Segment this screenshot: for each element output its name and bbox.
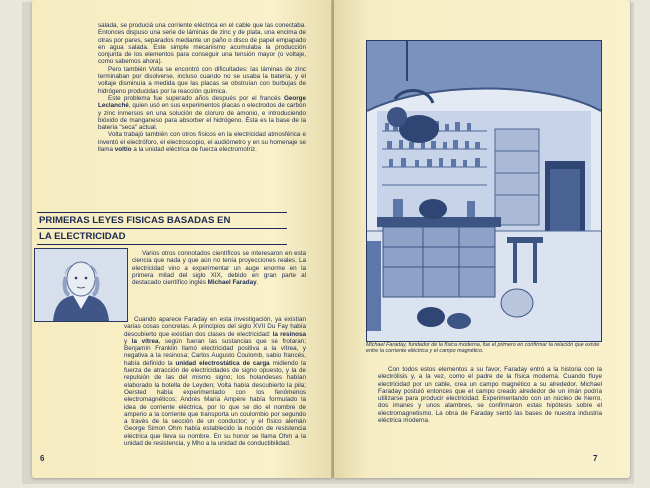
paragraph bbox=[98, 95, 306, 131]
section-heading bbox=[37, 212, 287, 245]
heading-line-2: LA ELECTRICIDAD bbox=[37, 229, 287, 245]
name-george-leclanche: George Leclanché bbox=[98, 94, 306, 110]
page-number-left: 6 bbox=[40, 454, 45, 463]
heading-line-1: PRIMERAS LEYES FISICAS BASADAS EN bbox=[37, 213, 287, 229]
paragraph: Pero también Volta se encontró con dificultades: las láminas de zinc terminaban por disolverse, incluso cuando no se usaba la batería, y el voltaje disminuía a medida que las placas se obstruían con burbujas de hidrógeno producidas por la reacción química. bbox=[98, 65, 306, 95]
text-run: y bbox=[124, 337, 132, 345]
faraday-portrait-image bbox=[34, 248, 128, 322]
text-run: , según fueran las sustancias que se frotaran; Benjamín Franklin llamó electricidad positiva a la vítrea, y negativa a la resinosa; Carlos Augusto Coulomb, sabio francés, había definido la bbox=[124, 337, 306, 367]
paragraph bbox=[98, 131, 306, 153]
paragraph: Con todos estos elementos a su favor, Faraday entró a la historia con la electrólisis y, a la vez, como el padre de la física moderna. Cuando fluye electricidad por un cable, crea un campo magnético a su alrededor. Michael Faraday postuló entonces que el campo creado alrededor de un imán podría utilizarse para producir electricidad. Experimentando con un núcleo de hierro, dos imanes y unos alambres, se confirmaron estas hipótesis sobre el electromagnetismo. La obra de Faraday sentó las bases de nuestra industria eléctrica moderna. bbox=[378, 366, 602, 425]
left-top-text bbox=[98, 22, 306, 153]
page-number-right: 7 bbox=[593, 454, 598, 463]
paragraph bbox=[132, 250, 306, 286]
text-run: Este problema fue superado años después por el francés bbox=[108, 94, 284, 102]
illustration-caption: Michael Faraday, fundador de la física moderna, fue el primero en confirmar la relación que existe entre la corriente eléctrica y el campo magnético. bbox=[366, 342, 600, 355]
right-body-text bbox=[378, 366, 602, 424]
text-run: . bbox=[256, 279, 259, 287]
term-vitrea: la vítrea bbox=[131, 337, 159, 345]
name-michael-faraday: Michael Faraday bbox=[207, 279, 257, 287]
faraday-laboratory-illustration bbox=[366, 40, 602, 342]
intro-text bbox=[132, 250, 306, 286]
term-resinosa: la resinosa bbox=[272, 330, 306, 338]
body-text bbox=[124, 316, 306, 447]
text-run: midiendo la fuerza de atracción de electricidades de signo opuesto, y la de repulsión de las del mismo signo; los holandeses habían elaborado la botella de Leyden; Volta había descubierto la pila; Oersted había experimentado con los fenómenos electromagnéticos; Andrés María Ampère había formulado la idea de corriente eléctrica, por lo que se dio el nombre de amperio a la corriente que transporta un coulombio por segundo a través de la sección de un conductor; y el físico alemán George Simon Ohm había establecido la noción de resistencia eléctrica que lleva su nombre. En su honor se llama Ohm a la unidad de resistencia, y Mho a la unidad de conductibilidad. bbox=[124, 359, 306, 448]
term-voltio: voltio bbox=[114, 146, 132, 154]
text-run: Volta trabajó también con otros físicos en la electricidad atmosférica e inventó el electróforo, el electroscopio, el audiómetro y en su homenaje se llama bbox=[98, 131, 306, 154]
text-run: Cuando aparece Faraday en esta investigación, ya existían varias cosas concretas. A principios del siglo XVII Du Fay había descubierto que existían dos clases de electricidad: bbox=[124, 316, 306, 338]
text-run: a la unidad eléctrica de fuerza electromotriz. bbox=[131, 146, 257, 154]
text-run: , quien usó en sus experimentos placas o electrodos de carbón y zinc inmersos en una solución de cloruro de amonio, e introduciendo bióxido de manganeso para absorber el hidrógeno. Ésta es la base de la batería "seca" actual. bbox=[98, 102, 306, 132]
paragraph: salada, se produciá una corriente eléctrica en el cable que las conectaba. Entonces dispuso una serie de láminas de zinc y de plata, una encima de otras por pares, separados mediante un paño o disco de papel empapado en agua salada. Este simple mecanismo acumulaba la producción conjunta de los elementos para conseguir una tensión mayor (o voltaje, como sabemos ahora). bbox=[98, 22, 306, 66]
paragraph bbox=[124, 316, 306, 447]
term-unidad-electrostatica: unidad electrostática de carga bbox=[175, 359, 270, 367]
text-run: Varios otros connotados científicos se interesaron en esta ciencia que nada y que aún no tenía proyecciones reales. La electricidad vino a experimentar un auge enorme en la primera mitad del siglo XIX, debido en gran parte al destacado científico inglés bbox=[132, 250, 306, 287]
